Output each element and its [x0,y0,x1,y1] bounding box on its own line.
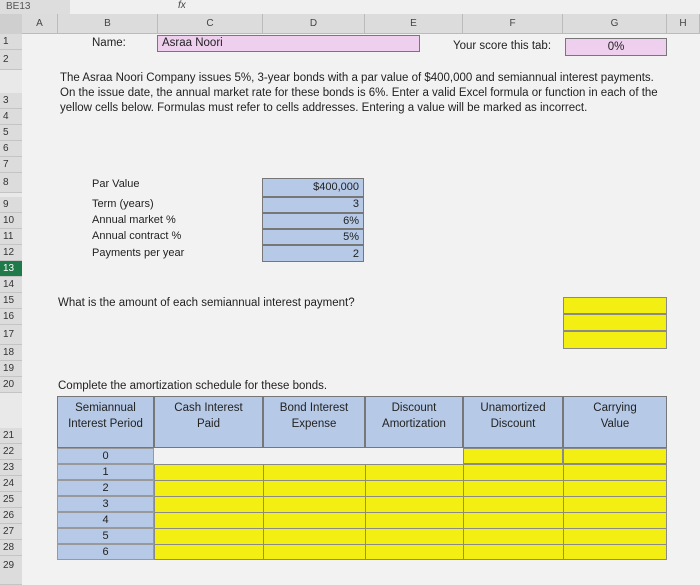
name-box[interactable]: BE13 [0,0,70,14]
input-cell-market-rate[interactable] [262,213,364,229]
input-value-term: 3 [352,198,359,210]
input-cell-term[interactable] [262,197,364,213]
row-header-16[interactable]: 16 [0,309,22,325]
input-cell-par-value[interactable] [262,178,364,197]
answer-cell-3[interactable] [563,331,667,349]
period-cell: 0 [57,448,154,464]
formula-bar[interactable] [70,0,700,14]
problem-statement: The Asraa Noori Company issues 5%, 3-year bonds with a par value of $400,000 and semiannual interest payments. On the issue date, the annual market rate for these bonds is 6%. Enter a valid Excel formula or function in each of the yellow cells below. Formulas must refer to cells addresses. Entering a value will be marked as incorrect. [60,72,658,114]
row-header-23[interactable]: 23 [0,460,22,476]
row-header-28[interactable]: 28 [0,540,22,556]
interest-payment-question: What is the amount of each semiannual interest payment? [58,297,355,309]
schedule-input-cell[interactable] [563,448,667,464]
period-cell: 2 [57,480,154,496]
input-label-par-value: Par Value [92,178,140,190]
name-label: Name: [92,37,126,49]
header-carrying-value: Carrying Value [563,396,667,448]
row-header-17[interactable]: 17 [0,325,22,345]
input-label-market-rate: Annual market % [92,214,176,226]
input-value-payments-per-year: 2 [352,248,359,260]
row-header-22[interactable]: 22 [0,444,22,460]
row-header-25[interactable]: 25 [0,492,22,508]
header-interest-expense: Bond Interest Expense [263,396,365,448]
row-header-18[interactable]: 18 [0,345,22,361]
score-label: Your score this tab: [453,40,552,52]
score-cell: 0% [565,38,667,56]
row-header-2[interactable]: 2 [0,50,22,70]
header-discount-amortization: Discount Amortization [365,396,463,448]
answer-cell-1[interactable] [563,297,667,314]
period-cell: 5 [57,528,154,544]
grid-divider [154,512,667,513]
row-header-9[interactable]: 9 [0,197,22,213]
period-cell: 1 [57,464,154,480]
row-header-4[interactable]: 4 [0,109,22,125]
col-header-c[interactable]: C [158,14,263,34]
row-header-27[interactable]: 27 [0,524,22,540]
col-header-a[interactable]: A [22,14,58,34]
row-header-21[interactable]: 21 [0,428,22,444]
col-header-b[interactable]: B [58,14,158,34]
period-cell: 4 [57,512,154,528]
row-header-10[interactable]: 10 [0,213,22,229]
row-header-6[interactable]: 6 [0,141,22,157]
row-header-12[interactable]: 12 [0,245,22,261]
row-header-29[interactable]: 29 [0,556,22,585]
period-cell: 6 [57,544,154,560]
schedule-title: Complete the amortization schedule for these bonds. [58,380,328,392]
input-label-contract-rate: Annual contract % [92,230,182,242]
input-value-par-value: $400,000 [313,181,359,193]
input-cell-payments-per-year[interactable] [262,245,364,262]
schedule-input-cell[interactable] [463,448,563,464]
col-header-e[interactable]: E [365,14,463,34]
header-interest-period: Semiannual Interest Period [57,396,154,448]
row-header-1[interactable]: 1 [0,34,22,50]
input-label-term: Term (years) [92,198,154,210]
col-header-d[interactable]: D [263,14,365,34]
row-header-14[interactable]: 14 [0,277,22,293]
answer-cell-2[interactable] [563,314,667,331]
row-header-7[interactable]: 7 [0,157,22,173]
grid-divider [154,480,667,481]
row-header-26[interactable]: 26 [0,508,22,524]
select-all-corner[interactable] [0,14,22,34]
row-header-11[interactable]: 11 [0,229,22,245]
row-header-15[interactable]: 15 [0,293,22,309]
input-cell-contract-rate[interactable] [262,229,364,245]
row-header-20[interactable]: 20 [0,377,22,393]
name-cell[interactable]: Asraa Noori [157,35,420,52]
fx-icon[interactable]: fx [178,0,186,11]
row-header-3[interactable]: 3 [0,93,22,109]
header-unamortized-discount: Unamortized Discount [463,396,563,448]
period-cell: 3 [57,496,154,512]
input-value-contract-rate: 5% [343,231,359,243]
row-header-5[interactable]: 5 [0,125,22,141]
row-header-13[interactable]: 13 [0,261,22,277]
row-header-8[interactable]: 8 [0,173,22,193]
col-header-f[interactable]: F [463,14,563,34]
col-header-g[interactable]: G [563,14,667,34]
row-header-24[interactable]: 24 [0,476,22,492]
grid-divider [154,544,667,545]
header-cash-interest: Cash Interest Paid [154,396,263,448]
row-header-19[interactable]: 19 [0,361,22,377]
grid-divider [154,496,667,497]
grid-divider [154,528,667,529]
input-value-market-rate: 6% [343,215,359,227]
col-header-h[interactable]: H [667,14,700,34]
input-label-payments-per-year: Payments per year [92,247,185,259]
